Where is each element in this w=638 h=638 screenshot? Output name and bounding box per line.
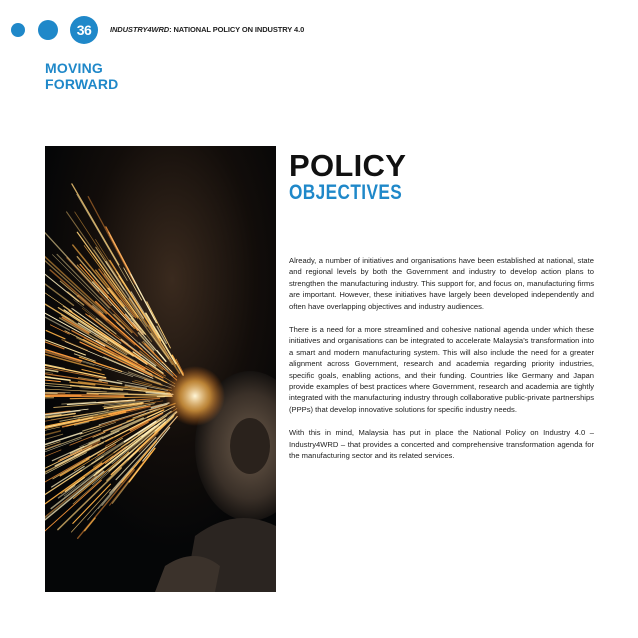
page-number: 36 — [70, 16, 98, 44]
running-header — [110, 25, 304, 34]
decorative-dot-medium — [38, 20, 58, 40]
paragraph: There is a need for a more streamlined and cohesive national agenda under which these initiatives and organisations can be integrated to accelerate Malaysia’s transformation into a smart and modern manufacturing system. This will also include the need for a greater alignment across Government, research and academia regarding priority industries, specific goals, enabling actions, and their funding. Countries like Germany and Japan provide examples of best practices where Government, research and academia are tightly integrated with the manufacturing industry through collaborative public-private partnerships (PPPs) that develop innovative solutions for specific industry needs. — [289, 325, 594, 414]
running-header-italic: INDUSTRY4WRD — [110, 25, 170, 34]
page-title-line2: OBJECTIVES — [289, 181, 403, 204]
running-header-rest: : NATIONAL POLICY ON INDUSTRY 4.0 — [169, 25, 305, 34]
decorative-dot-small — [11, 23, 25, 37]
body-text — [289, 255, 594, 474]
section-label-line2: FORWARD — [45, 76, 119, 92]
paragraph: Already, a number of initiatives and organisations have been established at national, state and regional levels by both the Government and industry to develop action plans to strengthen the manufacturing industry. This support for, and focus on, manufacturing firms are important. However, these initiatives have largely been developed independently and often have overlapping objectives and industry audiences. — [289, 256, 594, 311]
paragraph: With this in mind, Malaysia has put in place the National Policy on Industry 4.0 – Industry4WRD – that provides a concerted and comprehensive transformation agenda for the manufacturing sector and its related services. — [289, 428, 594, 461]
grinding-sparks-photo — [45, 146, 276, 592]
sparks-illustration — [45, 146, 276, 592]
section-label-line1: MOVING — [45, 60, 103, 76]
page-title-line1: POLICY — [289, 148, 407, 183]
section-label — [45, 60, 118, 92]
